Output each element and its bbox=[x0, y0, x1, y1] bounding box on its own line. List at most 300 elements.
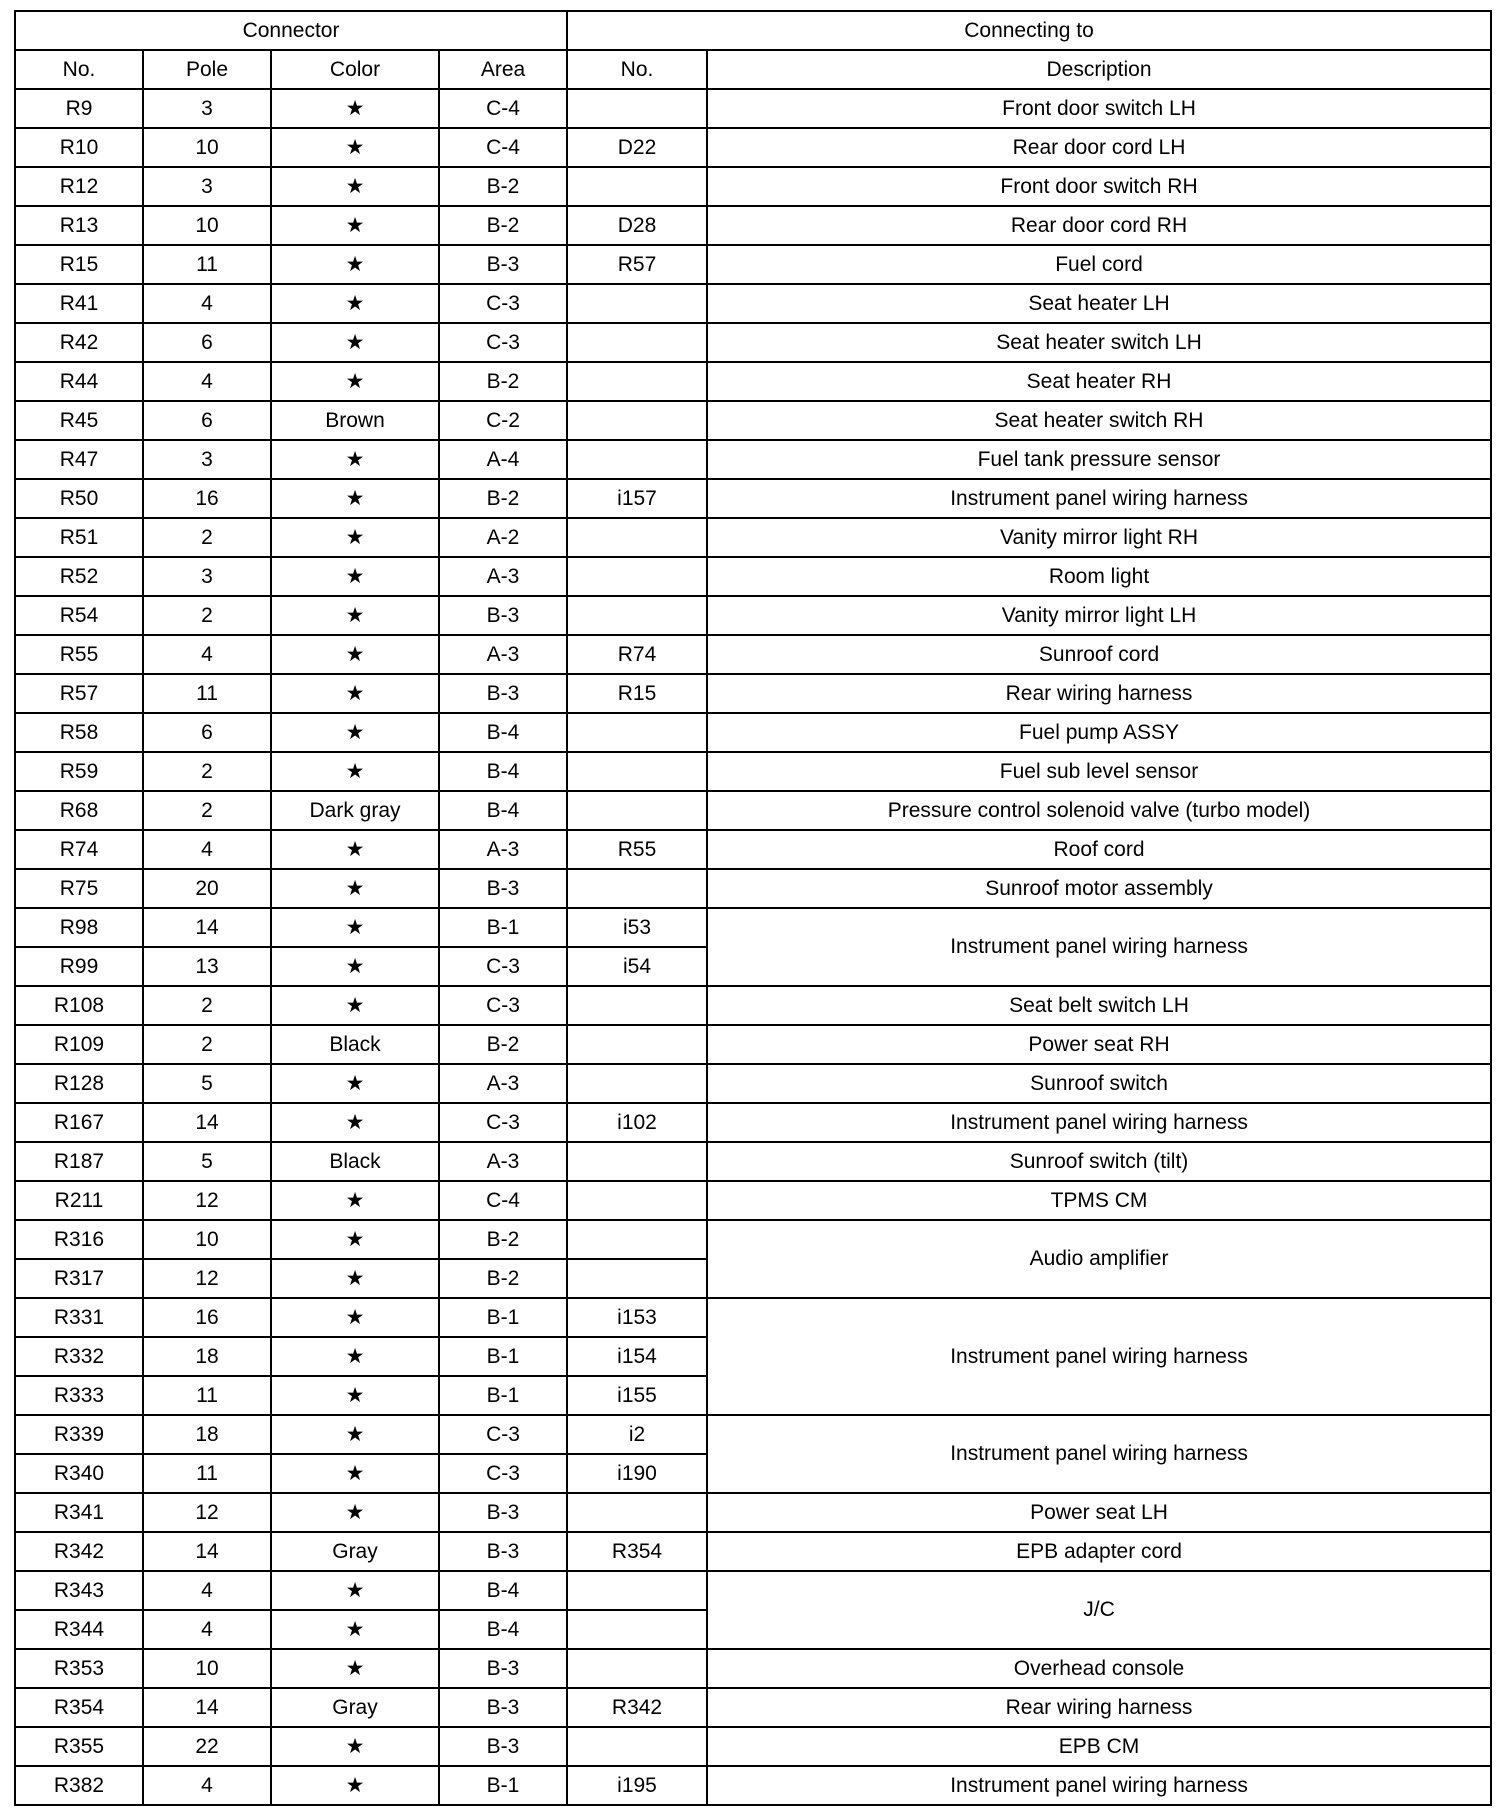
cell-color: ★ bbox=[271, 518, 439, 557]
cell-connecting-no bbox=[567, 440, 707, 479]
cell-color: Gray bbox=[271, 1688, 439, 1727]
cell-connecting-no: R354 bbox=[567, 1532, 707, 1571]
cell-color: Dark gray bbox=[271, 791, 439, 830]
cell-connecting-no bbox=[567, 557, 707, 596]
cell-color: ★ bbox=[271, 869, 439, 908]
table-row bbox=[15, 1415, 1491, 1454]
cell-connecting-no bbox=[567, 752, 707, 791]
cell-connector-no: R316 bbox=[15, 1220, 143, 1259]
table-row bbox=[15, 89, 1491, 128]
cell-description: Pressure control solenoid valve (turbo model) bbox=[707, 791, 1491, 830]
cell-area: B-3 bbox=[439, 1493, 567, 1532]
cell-connector-no: R45 bbox=[15, 401, 143, 440]
cell-pole: 12 bbox=[143, 1493, 271, 1532]
cell-description: Overhead console bbox=[707, 1649, 1491, 1688]
column-header-description: Description bbox=[707, 50, 1491, 89]
cell-color: ★ bbox=[271, 947, 439, 986]
cell-pole: 2 bbox=[143, 752, 271, 791]
cell-connector-no: R10 bbox=[15, 128, 143, 167]
cell-area: B-3 bbox=[439, 1727, 567, 1766]
table-row bbox=[15, 401, 1491, 440]
cell-area: C-3 bbox=[439, 986, 567, 1025]
cell-pole: 12 bbox=[143, 1181, 271, 1220]
cell-connector-no: R331 bbox=[15, 1298, 143, 1337]
cell-area: A-3 bbox=[439, 635, 567, 674]
cell-color: ★ bbox=[271, 1454, 439, 1493]
cell-connecting-no bbox=[567, 323, 707, 362]
cell-connecting-no bbox=[567, 713, 707, 752]
cell-color: ★ bbox=[271, 830, 439, 869]
cell-connector-no: R47 bbox=[15, 440, 143, 479]
table-row bbox=[15, 1181, 1491, 1220]
cell-pole: 11 bbox=[143, 674, 271, 713]
cell-color: ★ bbox=[271, 245, 439, 284]
cell-connecting-no bbox=[567, 1181, 707, 1220]
cell-connector-no: R42 bbox=[15, 323, 143, 362]
cell-connecting-no bbox=[567, 1493, 707, 1532]
cell-connecting-no bbox=[567, 869, 707, 908]
cell-description: Rear wiring harness bbox=[707, 1688, 1491, 1727]
cell-description: Vanity mirror light LH bbox=[707, 596, 1491, 635]
cell-connecting-no bbox=[567, 1142, 707, 1181]
table-row bbox=[15, 908, 1491, 947]
cell-description: Seat belt switch LH bbox=[707, 986, 1491, 1025]
cell-description: Room light bbox=[707, 557, 1491, 596]
cell-area: B-4 bbox=[439, 1610, 567, 1649]
cell-color: ★ bbox=[271, 479, 439, 518]
table-row bbox=[15, 167, 1491, 206]
cell-description: Power seat RH bbox=[707, 1025, 1491, 1064]
cell-connecting-no bbox=[567, 167, 707, 206]
cell-connector-no: R52 bbox=[15, 557, 143, 596]
cell-pole: 22 bbox=[143, 1727, 271, 1766]
cell-description: EPB adapter cord bbox=[707, 1532, 1491, 1571]
cell-area: B-2 bbox=[439, 167, 567, 206]
table-row bbox=[15, 986, 1491, 1025]
table-row bbox=[15, 635, 1491, 674]
cell-pole: 10 bbox=[143, 128, 271, 167]
cell-connecting-no: i153 bbox=[567, 1298, 707, 1337]
column-header-color: Color bbox=[271, 50, 439, 89]
cell-connector-no: R99 bbox=[15, 947, 143, 986]
cell-description: Instrument panel wiring harness bbox=[707, 908, 1491, 986]
cell-description: Vanity mirror light RH bbox=[707, 518, 1491, 557]
cell-area: C-3 bbox=[439, 1454, 567, 1493]
cell-connector-no: R343 bbox=[15, 1571, 143, 1610]
cell-color: ★ bbox=[271, 128, 439, 167]
table-row bbox=[15, 440, 1491, 479]
cell-connecting-no bbox=[567, 284, 707, 323]
cell-connecting-no bbox=[567, 1649, 707, 1688]
cell-pole: 16 bbox=[143, 479, 271, 518]
cell-pole: 2 bbox=[143, 596, 271, 635]
cell-area: B-1 bbox=[439, 1376, 567, 1415]
cell-area: A-4 bbox=[439, 440, 567, 479]
cell-connecting-no: i155 bbox=[567, 1376, 707, 1415]
cell-area: C-3 bbox=[439, 323, 567, 362]
cell-area: B-1 bbox=[439, 1766, 567, 1805]
cell-connector-no: R355 bbox=[15, 1727, 143, 1766]
cell-connector-no: R341 bbox=[15, 1493, 143, 1532]
cell-area: B-2 bbox=[439, 206, 567, 245]
cell-pole: 2 bbox=[143, 986, 271, 1025]
cell-area: C-3 bbox=[439, 1415, 567, 1454]
cell-connector-no: R382 bbox=[15, 1766, 143, 1805]
group-header-connector: Connector bbox=[15, 11, 567, 50]
cell-color: Black bbox=[271, 1025, 439, 1064]
cell-area: A-3 bbox=[439, 830, 567, 869]
cell-area: B-3 bbox=[439, 1532, 567, 1571]
cell-connector-no: R340 bbox=[15, 1454, 143, 1493]
cell-color: ★ bbox=[271, 1376, 439, 1415]
cell-color: ★ bbox=[271, 89, 439, 128]
table-row bbox=[15, 1571, 1491, 1610]
cell-color: ★ bbox=[271, 1415, 439, 1454]
cell-area: B-3 bbox=[439, 674, 567, 713]
cell-area: C-3 bbox=[439, 1103, 567, 1142]
cell-color: ★ bbox=[271, 674, 439, 713]
cell-area: B-4 bbox=[439, 752, 567, 791]
cell-pole: 10 bbox=[143, 1649, 271, 1688]
column-header-connecting-no: No. bbox=[567, 50, 707, 89]
cell-area: B-3 bbox=[439, 1688, 567, 1727]
cell-color: ★ bbox=[271, 323, 439, 362]
cell-connector-no: R9 bbox=[15, 89, 143, 128]
cell-pole: 3 bbox=[143, 167, 271, 206]
cell-pole: 6 bbox=[143, 401, 271, 440]
table-row bbox=[15, 596, 1491, 635]
cell-description: Seat heater RH bbox=[707, 362, 1491, 401]
cell-description: Fuel cord bbox=[707, 245, 1491, 284]
cell-color: ★ bbox=[271, 1220, 439, 1259]
table-row bbox=[15, 1766, 1491, 1805]
table-row bbox=[15, 128, 1491, 167]
table-header bbox=[15, 11, 1491, 89]
cell-connecting-no bbox=[567, 401, 707, 440]
table-row bbox=[15, 557, 1491, 596]
cell-color: ★ bbox=[271, 284, 439, 323]
table-row bbox=[15, 1142, 1491, 1181]
cell-description: Rear door cord LH bbox=[707, 128, 1491, 167]
cell-connecting-no bbox=[567, 1571, 707, 1610]
cell-connecting-no: i2 bbox=[567, 1415, 707, 1454]
cell-color: ★ bbox=[271, 206, 439, 245]
table-row bbox=[15, 713, 1491, 752]
cell-connecting-no: i195 bbox=[567, 1766, 707, 1805]
cell-description: Audio amplifier bbox=[707, 1220, 1491, 1298]
table-row bbox=[15, 1298, 1491, 1337]
cell-pole: 18 bbox=[143, 1337, 271, 1376]
cell-connecting-no: D28 bbox=[567, 206, 707, 245]
cell-connector-no: R15 bbox=[15, 245, 143, 284]
cell-color: ★ bbox=[271, 1493, 439, 1532]
cell-description: Rear door cord RH bbox=[707, 206, 1491, 245]
cell-color: ★ bbox=[271, 713, 439, 752]
cell-connecting-no: i102 bbox=[567, 1103, 707, 1142]
cell-pole: 6 bbox=[143, 713, 271, 752]
cell-connecting-no bbox=[567, 1727, 707, 1766]
cell-color: ★ bbox=[271, 635, 439, 674]
table-row bbox=[15, 1025, 1491, 1064]
cell-area: C-2 bbox=[439, 401, 567, 440]
cell-color: ★ bbox=[271, 1298, 439, 1337]
cell-description: Power seat LH bbox=[707, 1493, 1491, 1532]
cell-connector-no: R109 bbox=[15, 1025, 143, 1064]
cell-pole: 10 bbox=[143, 1220, 271, 1259]
cell-description: Instrument panel wiring harness bbox=[707, 1103, 1491, 1142]
cell-pole: 5 bbox=[143, 1142, 271, 1181]
cell-color: ★ bbox=[271, 1103, 439, 1142]
group-header-connecting-to: Connecting to bbox=[567, 11, 1491, 50]
column-header-pole: Pole bbox=[143, 50, 271, 89]
cell-pole: 16 bbox=[143, 1298, 271, 1337]
column-header-area: Area bbox=[439, 50, 567, 89]
cell-connector-no: R55 bbox=[15, 635, 143, 674]
cell-pole: 14 bbox=[143, 1532, 271, 1571]
cell-description: Seat heater switch RH bbox=[707, 401, 1491, 440]
cell-connecting-no bbox=[567, 596, 707, 635]
table-row bbox=[15, 752, 1491, 791]
table-row bbox=[15, 479, 1491, 518]
cell-connecting-no: D22 bbox=[567, 128, 707, 167]
cell-color: ★ bbox=[271, 557, 439, 596]
cell-area: B-3 bbox=[439, 245, 567, 284]
cell-description: Fuel pump ASSY bbox=[707, 713, 1491, 752]
cell-pole: 10 bbox=[143, 206, 271, 245]
cell-description: Seat heater switch LH bbox=[707, 323, 1491, 362]
cell-pole: 11 bbox=[143, 1454, 271, 1493]
cell-connecting-no: R342 bbox=[567, 1688, 707, 1727]
column-header-connector-no: No. bbox=[15, 50, 143, 89]
table-row bbox=[15, 284, 1491, 323]
cell-connecting-no: i190 bbox=[567, 1454, 707, 1493]
cell-connector-no: R44 bbox=[15, 362, 143, 401]
cell-description: EPB CM bbox=[707, 1727, 1491, 1766]
cell-pole: 13 bbox=[143, 947, 271, 986]
cell-pole: 18 bbox=[143, 1415, 271, 1454]
cell-color: ★ bbox=[271, 596, 439, 635]
table-row bbox=[15, 245, 1491, 284]
cell-area: C-4 bbox=[439, 1181, 567, 1220]
cell-pole: 4 bbox=[143, 1610, 271, 1649]
cell-connecting-no bbox=[567, 1259, 707, 1298]
cell-area: B-2 bbox=[439, 362, 567, 401]
cell-connector-no: R353 bbox=[15, 1649, 143, 1688]
cell-color: ★ bbox=[271, 908, 439, 947]
cell-pole: 3 bbox=[143, 89, 271, 128]
cell-color: ★ bbox=[271, 752, 439, 791]
cell-connector-no: R59 bbox=[15, 752, 143, 791]
cell-area: A-3 bbox=[439, 1064, 567, 1103]
cell-connecting-no: i54 bbox=[567, 947, 707, 986]
cell-description: Instrument panel wiring harness bbox=[707, 479, 1491, 518]
cell-pole: 4 bbox=[143, 284, 271, 323]
cell-area: B-1 bbox=[439, 908, 567, 947]
cell-description: Fuel sub level sensor bbox=[707, 752, 1491, 791]
cell-area: A-3 bbox=[439, 1142, 567, 1181]
cell-description: Roof cord bbox=[707, 830, 1491, 869]
cell-color: ★ bbox=[271, 362, 439, 401]
cell-area: B-4 bbox=[439, 791, 567, 830]
cell-color: ★ bbox=[271, 1649, 439, 1688]
cell-pole: 4 bbox=[143, 830, 271, 869]
cell-color: ★ bbox=[271, 167, 439, 206]
cell-connector-no: R211 bbox=[15, 1181, 143, 1220]
cell-connector-no: R41 bbox=[15, 284, 143, 323]
cell-area: A-2 bbox=[439, 518, 567, 557]
cell-area: C-3 bbox=[439, 947, 567, 986]
cell-description: Instrument panel wiring harness bbox=[707, 1298, 1491, 1415]
cell-pole: 4 bbox=[143, 1766, 271, 1805]
cell-color: ★ bbox=[271, 1727, 439, 1766]
cell-area: B-2 bbox=[439, 1220, 567, 1259]
cell-pole: 14 bbox=[143, 1103, 271, 1142]
cell-area: B-2 bbox=[439, 479, 567, 518]
cell-description: Rear wiring harness bbox=[707, 674, 1491, 713]
cell-connecting-no: i53 bbox=[567, 908, 707, 947]
cell-connecting-no bbox=[567, 89, 707, 128]
cell-connecting-no: R57 bbox=[567, 245, 707, 284]
cell-description: Sunroof cord bbox=[707, 635, 1491, 674]
cell-description: Fuel tank pressure sensor bbox=[707, 440, 1491, 479]
cell-color: ★ bbox=[271, 1064, 439, 1103]
cell-pole: 20 bbox=[143, 869, 271, 908]
cell-color: ★ bbox=[271, 1766, 439, 1805]
cell-pole: 11 bbox=[143, 245, 271, 284]
table-row bbox=[15, 518, 1491, 557]
cell-connector-no: R57 bbox=[15, 674, 143, 713]
table-group-header-row bbox=[15, 11, 1491, 50]
cell-color: ★ bbox=[271, 1181, 439, 1220]
cell-connector-no: R332 bbox=[15, 1337, 143, 1376]
cell-pole: 2 bbox=[143, 1025, 271, 1064]
table-body bbox=[15, 89, 1491, 1805]
table-row bbox=[15, 1532, 1491, 1571]
cell-connector-no: R317 bbox=[15, 1259, 143, 1298]
cell-area: B-4 bbox=[439, 1571, 567, 1610]
cell-connecting-no: R74 bbox=[567, 635, 707, 674]
cell-description: Seat heater LH bbox=[707, 284, 1491, 323]
cell-area: C-4 bbox=[439, 89, 567, 128]
cell-description: Front door switch LH bbox=[707, 89, 1491, 128]
cell-area: C-3 bbox=[439, 284, 567, 323]
cell-color: ★ bbox=[271, 1610, 439, 1649]
table-row bbox=[15, 830, 1491, 869]
cell-area: B-1 bbox=[439, 1298, 567, 1337]
cell-color: ★ bbox=[271, 440, 439, 479]
cell-connector-no: R50 bbox=[15, 479, 143, 518]
cell-pole: 3 bbox=[143, 440, 271, 479]
cell-area: C-4 bbox=[439, 128, 567, 167]
cell-pole: 11 bbox=[143, 1376, 271, 1415]
cell-description: Sunroof motor assembly bbox=[707, 869, 1491, 908]
cell-pole: 12 bbox=[143, 1259, 271, 1298]
cell-color: ★ bbox=[271, 1571, 439, 1610]
cell-connector-no: R128 bbox=[15, 1064, 143, 1103]
cell-color: Black bbox=[271, 1142, 439, 1181]
cell-connector-no: R58 bbox=[15, 713, 143, 752]
cell-connecting-no bbox=[567, 791, 707, 830]
cell-area: B-2 bbox=[439, 1025, 567, 1064]
cell-connector-no: R167 bbox=[15, 1103, 143, 1142]
table-row bbox=[15, 1688, 1491, 1727]
cell-color: ★ bbox=[271, 1259, 439, 1298]
cell-connecting-no bbox=[567, 1220, 707, 1259]
table-row bbox=[15, 674, 1491, 713]
cell-area: B-3 bbox=[439, 596, 567, 635]
cell-connecting-no: i157 bbox=[567, 479, 707, 518]
cell-area: A-3 bbox=[439, 557, 567, 596]
table-row bbox=[15, 791, 1491, 830]
cell-connecting-no: R15 bbox=[567, 674, 707, 713]
cell-connecting-no bbox=[567, 1064, 707, 1103]
cell-area: B-1 bbox=[439, 1337, 567, 1376]
cell-color: ★ bbox=[271, 1337, 439, 1376]
table-row bbox=[15, 206, 1491, 245]
cell-connector-no: R74 bbox=[15, 830, 143, 869]
cell-connector-no: R12 bbox=[15, 167, 143, 206]
table-row bbox=[15, 323, 1491, 362]
cell-pole: 2 bbox=[143, 518, 271, 557]
cell-area: B-3 bbox=[439, 1649, 567, 1688]
cell-connector-no: R339 bbox=[15, 1415, 143, 1454]
cell-connector-no: R187 bbox=[15, 1142, 143, 1181]
table-row bbox=[15, 1727, 1491, 1766]
cell-connector-no: R108 bbox=[15, 986, 143, 1025]
cell-pole: 3 bbox=[143, 557, 271, 596]
table-row bbox=[15, 362, 1491, 401]
cell-description: TPMS CM bbox=[707, 1181, 1491, 1220]
cell-pole: 14 bbox=[143, 1688, 271, 1727]
cell-pole: 4 bbox=[143, 1571, 271, 1610]
table-row bbox=[15, 869, 1491, 908]
cell-color: Gray bbox=[271, 1532, 439, 1571]
cell-color: ★ bbox=[271, 986, 439, 1025]
cell-connector-no: R13 bbox=[15, 206, 143, 245]
cell-connector-no: R68 bbox=[15, 791, 143, 830]
cell-connector-no: R333 bbox=[15, 1376, 143, 1415]
cell-connecting-no: R55 bbox=[567, 830, 707, 869]
cell-connecting-no bbox=[567, 1025, 707, 1064]
cell-description: Sunroof switch bbox=[707, 1064, 1491, 1103]
cell-connector-no: R75 bbox=[15, 869, 143, 908]
cell-connector-no: R98 bbox=[15, 908, 143, 947]
cell-description: Instrument panel wiring harness bbox=[707, 1766, 1491, 1805]
cell-connector-no: R344 bbox=[15, 1610, 143, 1649]
cell-connector-no: R354 bbox=[15, 1688, 143, 1727]
cell-description: Instrument panel wiring harness bbox=[707, 1415, 1491, 1493]
cell-color: Brown bbox=[271, 401, 439, 440]
cell-pole: 4 bbox=[143, 635, 271, 674]
cell-connecting-no bbox=[567, 518, 707, 557]
table-row bbox=[15, 1103, 1491, 1142]
cell-pole: 2 bbox=[143, 791, 271, 830]
cell-connecting-no bbox=[567, 1610, 707, 1649]
cell-connecting-no bbox=[567, 362, 707, 401]
cell-pole: 5 bbox=[143, 1064, 271, 1103]
cell-connecting-no bbox=[567, 986, 707, 1025]
cell-connector-no: R342 bbox=[15, 1532, 143, 1571]
table-row bbox=[15, 1493, 1491, 1532]
cell-pole: 14 bbox=[143, 908, 271, 947]
cell-description: Sunroof switch (tilt) bbox=[707, 1142, 1491, 1181]
cell-pole: 4 bbox=[143, 362, 271, 401]
table-row bbox=[15, 1064, 1491, 1103]
cell-pole: 6 bbox=[143, 323, 271, 362]
table-column-header-row bbox=[15, 50, 1491, 89]
cell-connector-no: R51 bbox=[15, 518, 143, 557]
table-row bbox=[15, 1649, 1491, 1688]
